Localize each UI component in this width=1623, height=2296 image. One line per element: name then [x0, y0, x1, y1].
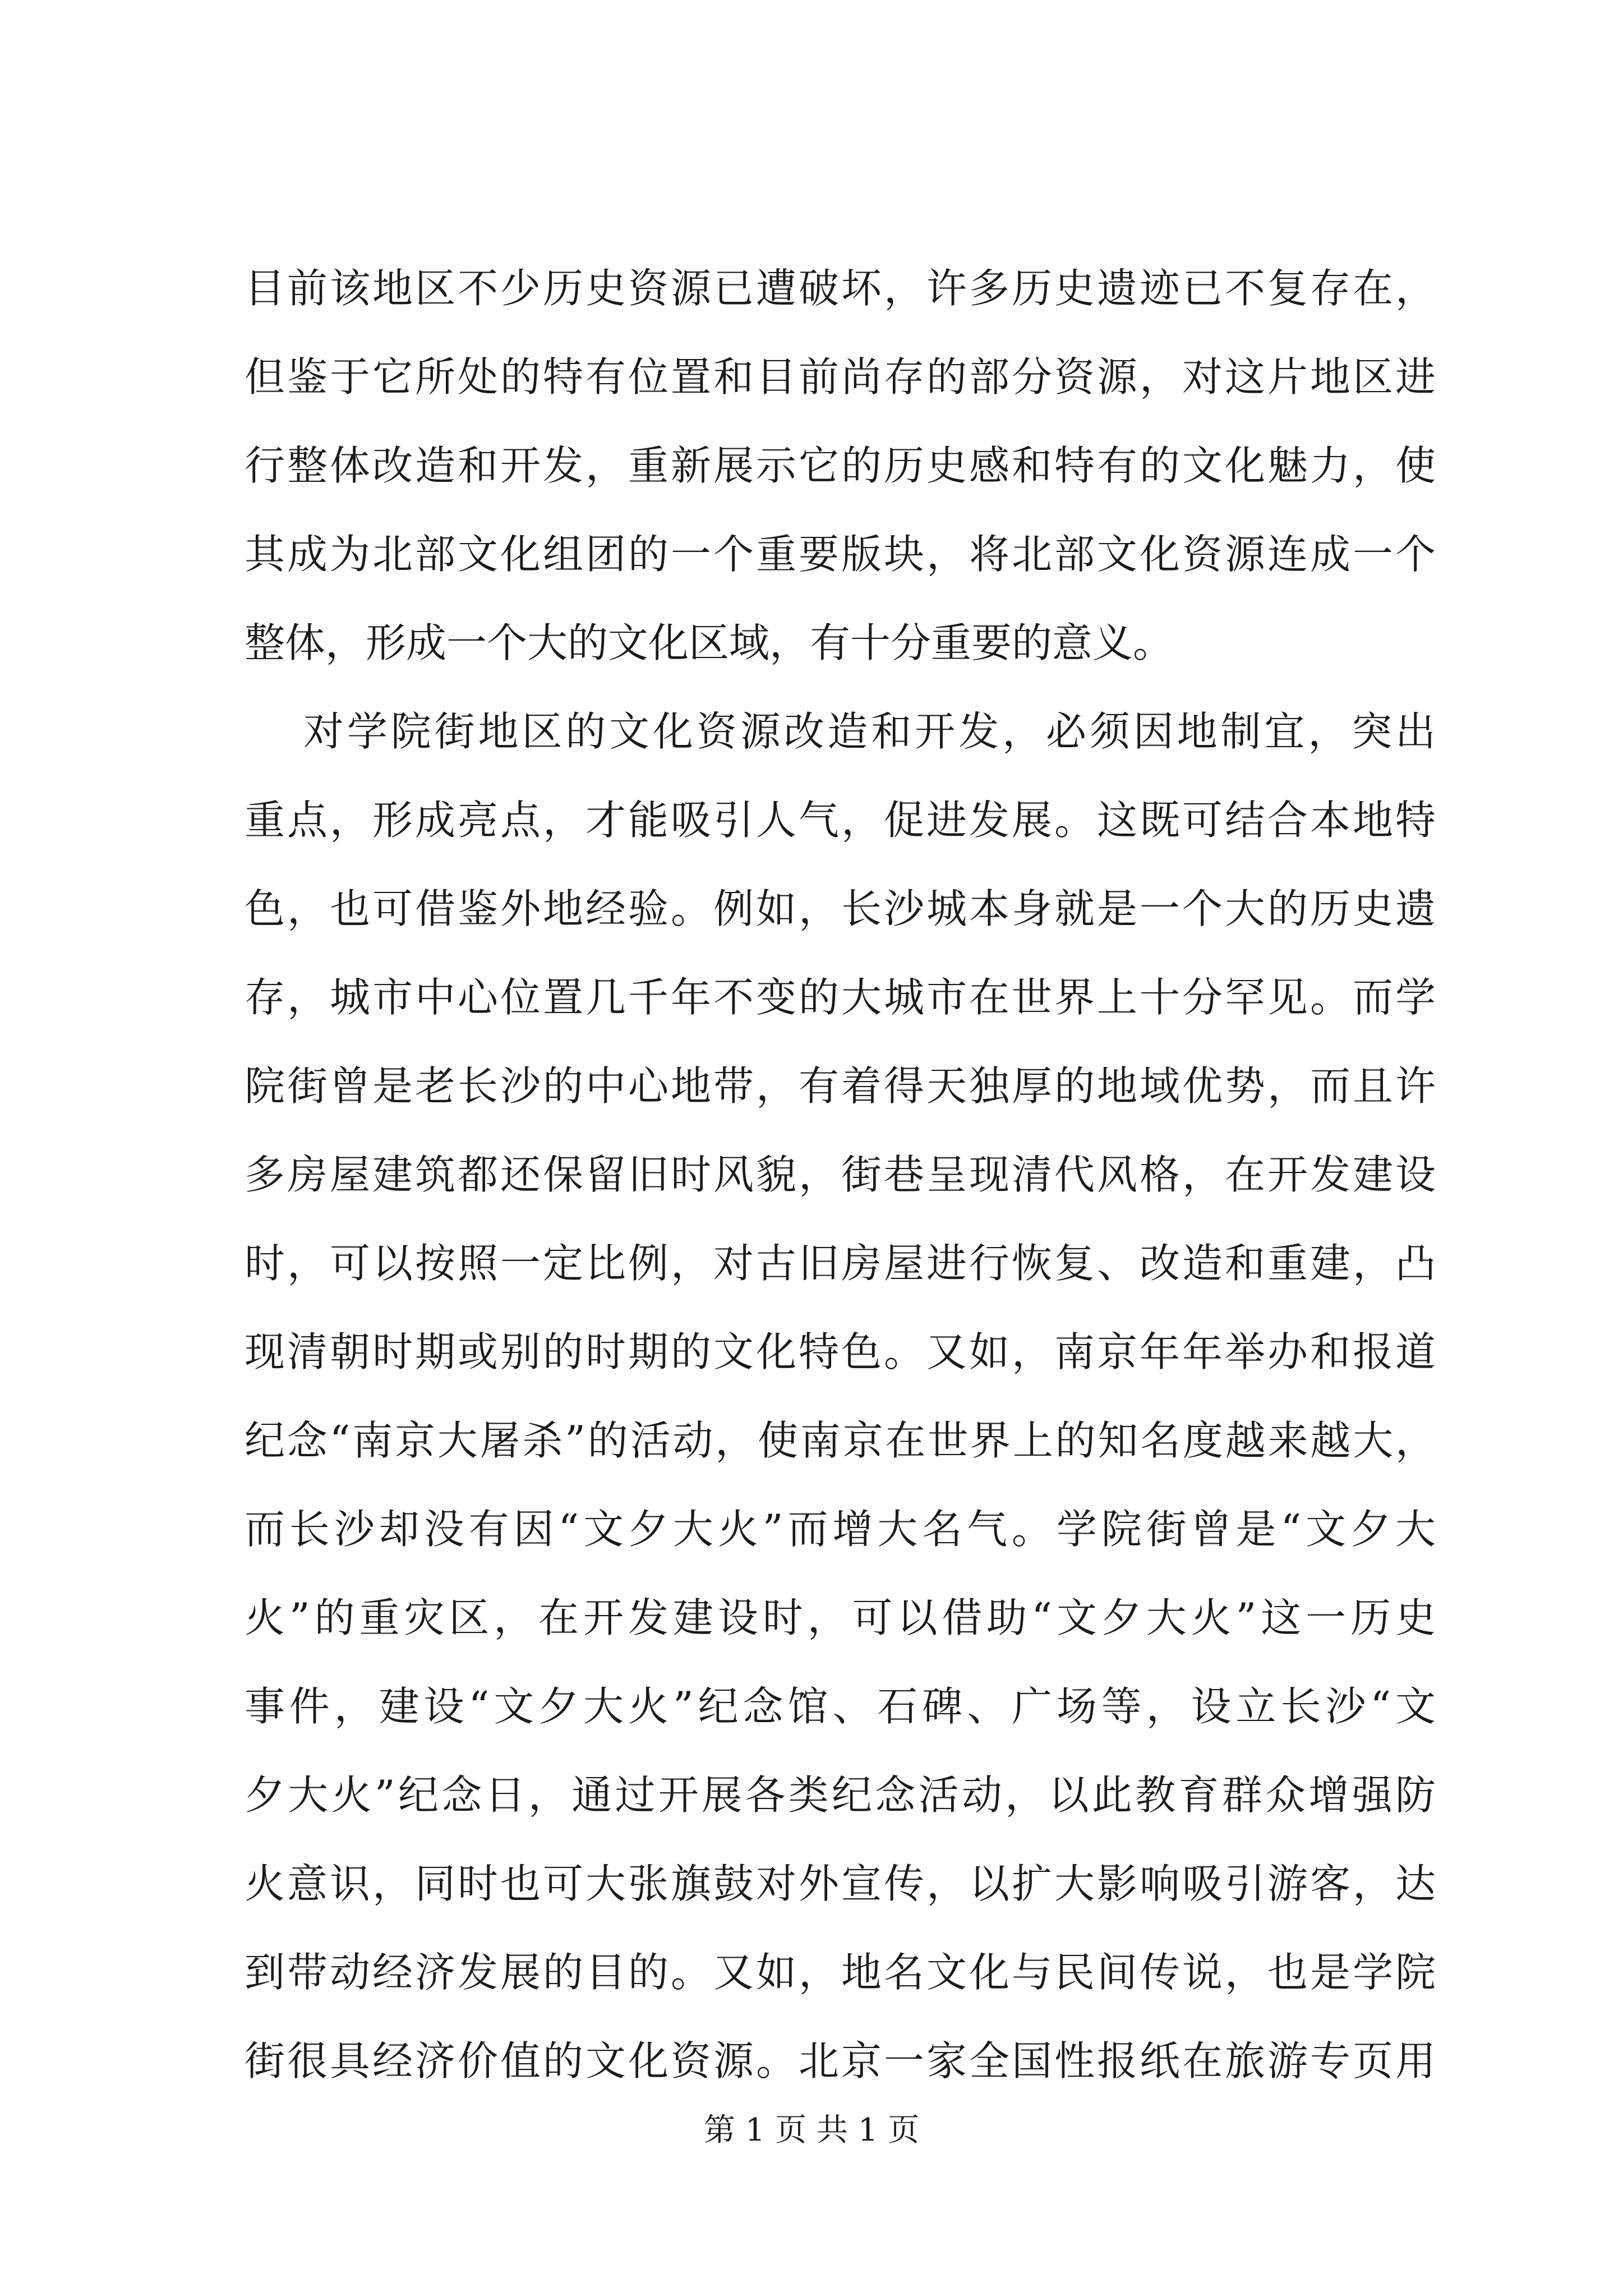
paragraph-2-line-10: 而长沙却没有因“文夕大火”而增大名气。学院街曾是“文夕大 — [245, 1506, 1436, 1553]
paragraph-2-line-8: 现清朝时期或别的时期的文化特色。又如，南京年年举办和报道 — [245, 1328, 1436, 1375]
paragraph-2-line-2: 重点，形成亮点，才能吸引人气，促进发展。这既可结合本地特 — [245, 797, 1436, 844]
paragraph-2-line-11: 火”的重灾区，在开发建设时，可以借助“文夕大火”这一历史 — [245, 1594, 1436, 1641]
paragraph-2-line-9: 纪念“南京大屠杀”的活动，使南京在世界上的知名度越来越大， — [245, 1417, 1436, 1464]
paragraph-1-line-5: 整体，形成一个大的文化区域，有十分重要的意义。 — [245, 619, 1174, 666]
paragraph-2-line-13: 夕大火”纪念日，通过开展各类纪念活动，以此教育群众增强防 — [245, 1772, 1436, 1819]
paragraph-2-line-1: 对学院街地区的文化资源改造和开发，必须因地制宜，突出 — [303, 708, 1436, 755]
paragraph-2-line-5: 院街曾是老长沙的中心地带，有着得天独厚的地域优势，而且许 — [245, 1062, 1436, 1110]
page-footer: 第 1 页 共 1 页 — [703, 2112, 920, 2148]
paragraph-1-line-3: 行整体改造和开发，重新展示它的历史感和特有的文化魅力，使 — [245, 442, 1436, 489]
paragraph-2-line-6: 多房屋建筑都还保留旧时风貌，街巷呈现清代风格，在开发建设 — [245, 1151, 1436, 1198]
paragraph-2-line-12: 事件，建设“文夕大火”纪念馆、石碑、广场等，设立长沙“文 — [245, 1683, 1436, 1730]
paragraph-2-line-15: 到带动经济发展的目的。又如，地名文化与民间传说，也是学院 — [245, 1949, 1436, 1996]
paragraph-2-line-14: 火意识，同时也可大张旗鼓对外宣传，以扩大影响吸引游客，达 — [245, 1860, 1436, 1907]
paragraph-1-line-4: 其成为北部文化组团的一个重要版块，将北部文化资源连成一个 — [245, 531, 1436, 578]
paragraph-2-line-4: 存，城市中心位置几千年不变的大城市在世界上十分罕见。而学 — [245, 974, 1436, 1021]
paragraph-2-line-16: 街很具经济价值的文化资源。北京一家全国性报纸在旅游专页用 — [245, 2037, 1436, 2085]
paragraph-1-line-1: 目前该地区不少历史资源已遭破坏，许多历史遗迹已不复存在， — [245, 265, 1436, 312]
paragraph-2-line-7: 时，可以按照一定比例，对古旧房屋进行恢复、改造和重建，凸 — [245, 1240, 1436, 1287]
paragraph-2-line-3: 色，也可借鉴外地经验。例如，长沙城本身就是一个大的历史遗 — [245, 885, 1436, 932]
paragraph-1-line-2: 但鉴于它所处的特有位置和目前尚存的部分资源，对这片地区进 — [245, 353, 1436, 401]
